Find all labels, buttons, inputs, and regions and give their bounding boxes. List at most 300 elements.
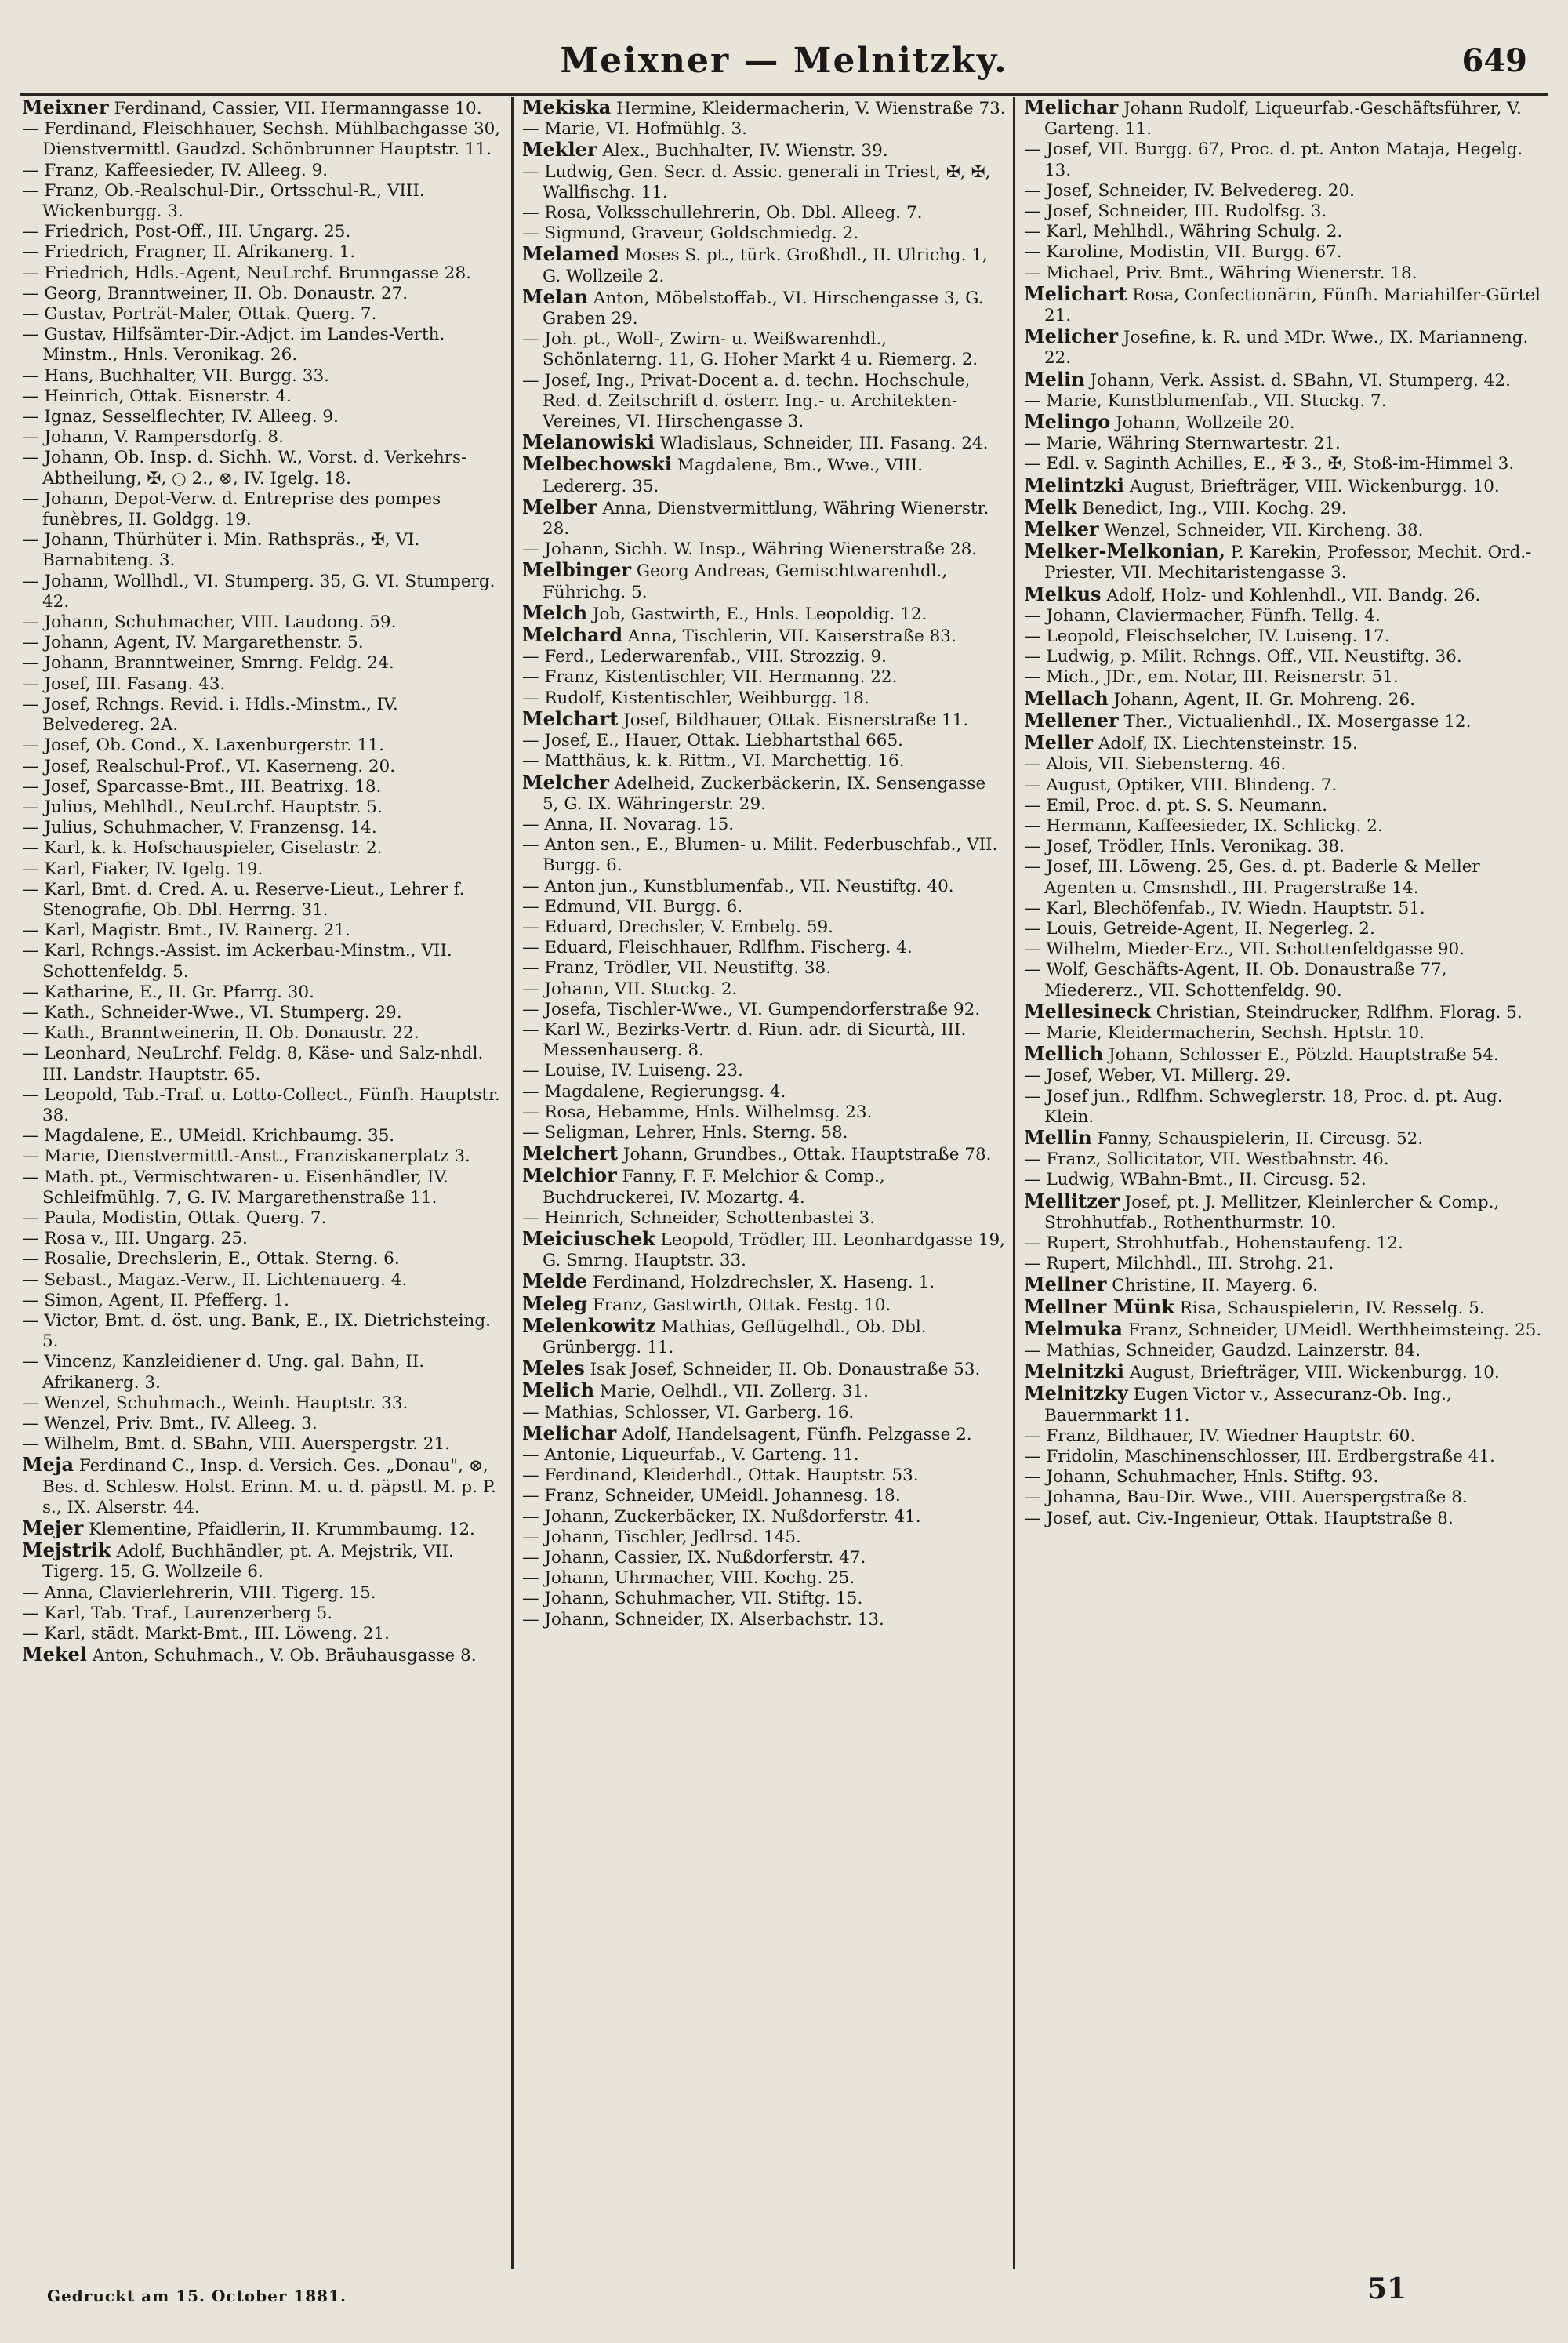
entry-details: — Eduard, Drechsler, V. Embelg. 59. <box>522 917 834 937</box>
entry-details: — Karl, Magistr. Bmt., IV. Rainerg. 21. <box>22 921 350 941</box>
page-title: Meixner — Melnitzky. <box>560 41 1008 81</box>
directory-entry <box>22 1146 505 1167</box>
entry-surname: Meleg <box>522 1291 588 1315</box>
directory-entry <box>1024 181 1544 202</box>
directory-entry <box>522 731 1007 751</box>
directory-entry <box>522 1082 1007 1102</box>
directory-entry <box>22 653 505 674</box>
directory-entry <box>1024 1254 1544 1274</box>
entry-details: — Eduard, Fleischhauer, Rdlfhm. Fischerg. 4. <box>522 938 913 958</box>
entry-details: Adolf, IX. Liechtensteinstr. 15. <box>1092 734 1358 754</box>
directory-entry <box>22 1540 505 1582</box>
directory-entry <box>522 938 1007 958</box>
entry-surname: Melnitzky <box>1024 1382 1128 1405</box>
entry-details: — Franz, Ob.-Realschul-Dir., Ortsschul-R., VIII. Wickenburgg. 3. <box>22 180 425 222</box>
entry-details: — Fridolin, Maschinenschlosser, III. Erdbergstraße 41. <box>1024 1447 1495 1466</box>
entry-surname: Mellesineck <box>1024 999 1151 1023</box>
entry-details: — Rosa v., III. Ungarg. 25. <box>22 1229 248 1249</box>
entry-details: — Julius, Mehlhdl., NeuLrchf. Hauptstr. 5. <box>22 797 383 817</box>
entry-details: — Magdalene, E., UMeidl. Krichbaumg. 35. <box>22 1126 395 1146</box>
directory-entry <box>1024 1488 1544 1508</box>
directory-entry <box>22 119 505 160</box>
directory-entry <box>522 539 1007 560</box>
directory-entry <box>1024 1191 1544 1233</box>
entry-details: Anna, Dienstvermittlung, Währing Wienerstr. 28. <box>543 498 989 539</box>
entry-details: — Marie, VI. Hofmühlg. 3. <box>522 119 747 140</box>
entry-details: — Johann, Claviermacher, Fünfh. Tellg. 4. <box>1024 605 1381 626</box>
directory-entry <box>22 941 505 982</box>
entry-details: Anna, Tischlerin, VII. Kaiserstraße 83. <box>622 627 956 647</box>
column-3 <box>1024 97 1544 2269</box>
entry-details: — Rupert, Strohhutfab., Hohenstaufeng. 12. <box>1024 1233 1403 1253</box>
entry-surname: Melenkowitz <box>522 1313 656 1337</box>
directory-entry <box>522 371 1007 433</box>
entry-details: — Katharine, E., II. Gr. Pfarrg. 30. <box>22 982 314 1002</box>
entry-details: Mathias, Geflügelhdl., Ob. Dbl. Grünbergg. 11. <box>543 1317 927 1357</box>
entry-details: August, Briefträger, VIII. Wickenburgg. 10. <box>1123 1363 1500 1383</box>
directory-entry <box>522 751 1007 772</box>
entry-details: — Heinrich, Schneider, Schottenbastei 3. <box>522 1208 875 1228</box>
entry-details: August, Briefträger, VIII. Wickenburgg. 10. <box>1123 476 1500 496</box>
entry-details: — Josef, Schneider, III. Rudolfsg. 3. <box>1024 202 1327 222</box>
directory-entry <box>1024 939 1544 960</box>
directory-entry <box>522 1208 1007 1229</box>
entry-details: — Mathias, Schlosser, VI. Garberg. 16. <box>522 1402 855 1422</box>
entry-details: — Wilhelm, Mieder-Erz., VII. Schottenfeldgasse 90. <box>1024 939 1465 960</box>
entry-details: Moses S. pt., türk. Großhdl., II. Ulrichg. 1, G. Wollzeile 2. <box>543 245 988 286</box>
directory-entry <box>1024 627 1544 647</box>
directory-entry <box>522 1403 1007 1423</box>
directory-entry <box>1024 837 1544 857</box>
entry-surname: Melchior <box>522 1164 617 1187</box>
entry-surname: Mellich <box>1024 1042 1104 1066</box>
entry-surname: Mejer <box>22 1517 84 1540</box>
entry-details: — Josef, III. Fasang. 43. <box>22 674 226 694</box>
directory-entry <box>1024 688 1544 710</box>
directory-entry <box>22 1270 505 1291</box>
entry-details: — Josef, Rchngs. Revid. i. Hdls.-Minstm., IV. Belvedereg. 2A. <box>22 694 398 736</box>
directory-entry <box>22 97 505 119</box>
directory-entry <box>1024 960 1544 1001</box>
entry-details: — Rosa, Hebamme, Hnls. Wilhelmsg. 23. <box>522 1102 873 1122</box>
directory-entry <box>522 1165 1007 1208</box>
entry-details: — Marie, Kunstblumenfab., VII. Stuckg. 7. <box>1024 390 1387 411</box>
directory-entry <box>522 1000 1007 1020</box>
directory-entry <box>1024 326 1544 369</box>
entry-details: — Leopold, Fleischselcher, IV. Luiseng. 17. <box>1024 627 1390 647</box>
entry-details: Ferdinand, Cassier, VII. Hermanngasse 10. <box>108 99 482 118</box>
entry-details: — Anton jun., Kunstblumenfab., VII. Neustiftg. 40. <box>522 876 954 896</box>
entry-details: Franz, Gastwirth, Ottak. Festg. 10. <box>587 1295 891 1315</box>
directory-entry <box>1024 1383 1544 1426</box>
entry-surname: Mellitzer <box>1024 1189 1120 1212</box>
directory-entry <box>1024 1087 1544 1128</box>
directory-entry <box>522 709 1007 731</box>
entry-details: — Gustav, Porträt-Maler, Ottak. Querg. 7. <box>22 304 377 325</box>
directory-entry <box>522 329 1007 370</box>
entry-details: — Johann, Zuckerbäcker, IX. Nußdorferstr. 41. <box>522 1506 921 1527</box>
entry-details: — Karl, Bmt. d. Cred. A. u. Reserve-Lieut., Lehrer f. Stenografie, Ob. Dbl. Herrng. 31. <box>22 879 465 920</box>
entry-surname: Melde <box>522 1270 588 1293</box>
entry-details: — Victor, Bmt. d. öst. ung. Bank, E., IX. Dietrichsteing. 5. <box>22 1310 491 1352</box>
entry-details: — Ferdinand, Fleischhauer, Sechsh. Mühlbachgasse 30, Dienstvermittl. Gaudzd. Schönbrunner Hauptstr. 11. <box>22 119 501 160</box>
directory-entry <box>1024 1426 1544 1447</box>
directory-entry <box>522 625 1007 647</box>
entry-surname: Melker <box>1024 518 1099 541</box>
entry-details: Johann, Agent, II. Gr. Mohreng. 26. <box>1108 689 1415 710</box>
directory-entry <box>522 1527 1007 1548</box>
directory-entry <box>522 203 1007 223</box>
entry-details: — Josefa, Tischler-Wwe., VI. Gumpendorferstraße 92. <box>522 999 981 1019</box>
directory-entry <box>1024 1170 1544 1190</box>
directory-entry <box>1024 519 1544 541</box>
directory-entry <box>522 1226 1007 1271</box>
entry-details: — Leonhard, NeuLrchf. Feldg. 8, Käse- und Salz-nhdl. III. Landstr. Hauptstr. 65. <box>22 1044 484 1084</box>
entry-details: — Rupert, Milchhdl., III. Strohg. 21. <box>1024 1254 1334 1274</box>
entry-surname: Melbinger <box>522 558 631 582</box>
directory-entry <box>522 1548 1007 1568</box>
entry-details: — Vincenz, Kanzleidiener d. Ung. gal. Bahn, II. Afrikanerg. 3. <box>22 1352 425 1393</box>
entry-details: Josefine, k. R. und MDr. Wwe., IX. Marianneng. 22. <box>1044 328 1529 369</box>
directory-entry <box>522 877 1007 897</box>
entry-details: — Karl, Blechöfenfab., IV. Wiedn. Hauptstr. 51. <box>1024 898 1425 918</box>
directory-entry <box>522 1507 1007 1527</box>
entry-details: — Franz, Sollicitator, VII. Westbahnstr. 46. <box>1024 1150 1389 1170</box>
entry-surname: Mellener <box>1024 708 1119 732</box>
directory-entry <box>522 1423 1007 1445</box>
entry-details: Ferdinand C., Insp. d. Versich. Ges. „Donau", ⊗, Bes. d. Schlesw. Holst. Erinn. M. u. d. päpstl. M. p. P. s., IX. Alserstr. 44. <box>42 1456 496 1517</box>
directory-entry <box>522 958 1007 979</box>
directory-entry <box>1024 710 1544 732</box>
entry-surname: Melichart <box>1024 282 1127 305</box>
entry-details: — Mich., JDr., em. Notar, III. Reisnerstr. 51. <box>1024 667 1399 688</box>
entry-details: — Marie, Dienstvermittl.-Anst., Franziskanerplatz 3. <box>22 1146 470 1167</box>
directory-entry <box>1024 412 1544 434</box>
entry-details: Wenzel, Schneider, VII. Kircheng. 38. <box>1098 521 1424 541</box>
directory-entry <box>22 489 505 530</box>
entry-surname: Melin <box>1024 367 1085 390</box>
directory-entry <box>522 815 1007 835</box>
entry-details: — Josef, Weber, VI. Millerg. 29. <box>1024 1066 1291 1086</box>
directory-entry <box>22 859 505 880</box>
entry-details: — Karl W., Bezirks-Vertr. d. Riun. adr. di Sicurtà, III. Messenhauserg. 8. <box>522 1019 967 1061</box>
directory-entry <box>522 603 1007 625</box>
directory-entry <box>22 921 505 941</box>
directory-entry <box>1024 796 1544 816</box>
directory-entry <box>22 448 505 489</box>
entry-surname: Mekel <box>22 1643 87 1666</box>
directory-entry <box>1024 1125 1544 1150</box>
directory-entry <box>22 1434 505 1455</box>
entry-details: — Antonie, Liqueurfab., V. Garteng. 11. <box>522 1445 859 1465</box>
entry-surname: Melbechowski <box>522 452 672 476</box>
entry-surname: Melicher <box>1024 325 1119 348</box>
entry-details: — Wenzel, Priv. Bmt., IV. Alleeg. 3. <box>22 1414 318 1433</box>
entry-details: Franz, Schneider, UMeidl. Werthheimsteing. 25. <box>1122 1320 1542 1340</box>
entry-details: Fanny, Schauspielerin, II. Circusg. 52. <box>1091 1128 1424 1149</box>
entry-details: — Paula, Modistin, Ottak. Querg. 7. <box>22 1208 327 1228</box>
entry-details: Christian, Steindrucker, Rdlfhm. Florag. 5. <box>1150 1002 1523 1023</box>
column-2 <box>522 97 1007 2269</box>
directory-entry <box>22 1249 505 1270</box>
directory-entry <box>22 1023 505 1044</box>
entry-details: Adolf, Handelsagent, Fünfh. Pelzgasse 2. <box>616 1424 972 1444</box>
entry-details: — Josef, E., Hauer, Ottak. Liebhartsthal 665. <box>522 731 903 751</box>
directory-entry <box>1024 497 1544 519</box>
entry-details: — Johann, Branntweiner, Smrng. Feldg. 24. <box>22 653 394 674</box>
directory-entry <box>522 1271 1007 1293</box>
entry-details: — Karl, Rchngs.-Assist. im Ackerbau-Minstm., VII. Schottenfeldg. 5. <box>22 941 452 982</box>
entry-surname: Meles <box>522 1357 585 1380</box>
directory-entry <box>1024 1044 1544 1066</box>
directory-entry <box>522 1020 1007 1061</box>
directory-entry <box>22 612 505 633</box>
entry-details: — Wilhelm, Bmt. d. SBahn, VIII. Auerspergstr. 21. <box>22 1434 451 1455</box>
entry-details: Magdalene, Bm., Wwe., VIII. Ledererg. 35. <box>543 456 924 496</box>
column-1 <box>22 97 505 2269</box>
entry-details: — Ludwig, Gen. Secr. d. Assic. generali in Triest, ✠, ✠, Wallfischg. 11. <box>522 162 991 202</box>
entry-details: Benedict, Ing., VIII. Kochg. 29. <box>1076 498 1347 518</box>
directory-entry <box>1024 776 1544 796</box>
entry-details: — Johann, Depot-Verw. d. Entreprise des pompes funèbres, II. Goldgg. 19. <box>22 489 441 530</box>
directory-entry <box>22 366 505 387</box>
entry-details: Leopold, Trödler, III. Leonhardgasse 19, G. Smrng. Hauptstr. 33. <box>543 1230 1005 1271</box>
entry-details: — Ludwig, WBahn-Bmt., II. Circusg. 52. <box>1024 1170 1367 1190</box>
entry-surname: Melcher <box>522 770 609 794</box>
directory-entry <box>522 835 1007 876</box>
entry-surname: Melchard <box>522 623 622 647</box>
entry-details: — Kath., Branntweinerin, II. Ob. Donaustr. 22. <box>22 1023 419 1044</box>
directory-entry <box>522 688 1007 709</box>
directory-entry <box>1024 647 1544 667</box>
directory-entry <box>22 757 505 777</box>
directory-entry <box>22 387 505 407</box>
entry-details: — Johann, Thürhüter i. Min. Rathspräs., ✠, VI. Barnabiteng. 3. <box>22 530 420 571</box>
entry-surname: Melich <box>522 1379 595 1402</box>
entry-details: Ferdinand, Holzdrechsler, X. Haseng. 1. <box>587 1273 935 1293</box>
directory-entry <box>22 263 505 284</box>
print-imprint: Gedruckt am 15. October 1881. <box>47 2287 347 2305</box>
entry-details: — Mathias, Schneider, Gaudzd. Lainzerstr. 84. <box>1024 1340 1421 1360</box>
entry-details: — Johann, Tischler, Jedlrsd. 145. <box>522 1527 801 1547</box>
directory-entry <box>522 497 1007 539</box>
entry-details: — Josef, aut. Civ.-Ingenieur, Ottak. Hauptstraße 8. <box>1024 1508 1454 1528</box>
entry-details: — Georg, Branntweiner, II. Ob. Donaustr. 27. <box>22 283 408 303</box>
directory-entry <box>522 917 1007 938</box>
signature-mark: 51 <box>1367 2272 1407 2305</box>
entry-details: Ther., Victualienhdl., IX. Mosergasse 12. <box>1118 711 1472 732</box>
entry-details: — Josef, Trödler, Hnls. Veronikag. 38. <box>1024 837 1345 857</box>
directory-entry <box>522 1123 1007 1143</box>
directory-entry <box>22 633 505 653</box>
entry-details: Adelheid, Zuckerbäckerin, IX. Sensengasse 5, G. IX. Währingerstr. 29. <box>543 773 986 814</box>
directory-entry <box>522 1102 1007 1123</box>
directory-entry <box>1024 454 1544 474</box>
directory-entry <box>522 287 1007 329</box>
directory-entry <box>522 560 1007 602</box>
entry-details: — Anton sen., E., Blumen- u. Milit. Federbuschfab., VII. Burgg. 6. <box>522 835 998 876</box>
entry-surname: Melch <box>522 601 588 624</box>
entry-surname: Melamed <box>522 242 619 266</box>
directory-entry <box>1024 263 1544 284</box>
entry-details: Josef, Bildhauer, Ottak. Eisnerstraße 11. <box>618 710 969 730</box>
column-divider <box>511 97 514 2269</box>
entry-details: — Josef, Schneider, IV. Belvedereg. 20. <box>1024 180 1355 201</box>
directory-entry <box>1024 391 1544 412</box>
entry-surname: Melichar <box>522 1421 617 1444</box>
entry-details: — Karl, k. k. Hofschauspieler, Giselastr. 2. <box>22 838 383 859</box>
directory-entry <box>22 222 505 242</box>
entry-details: Klementine, Pfaidlerin, II. Krummbaumg. 12. <box>83 1520 475 1540</box>
directory-entry <box>22 1352 505 1393</box>
directory-entry <box>522 162 1007 203</box>
directory-entry <box>22 1085 505 1126</box>
entry-details: Job, Gastwirth, E., Hnls. Leopoldig. 12. <box>587 604 927 624</box>
directory-entry <box>522 1358 1007 1380</box>
entry-surname: Melchert <box>522 1142 619 1165</box>
entry-details: — Heinrich, Ottak. Eisnerstr. 4. <box>22 386 292 406</box>
entry-details: — Franz, Kaffeesieder, IV. Alleeg. 9. <box>22 160 328 180</box>
entry-details: — Magdalene, Regierungsg. 4. <box>522 1081 786 1102</box>
directory-entry <box>1024 1297 1544 1319</box>
directory-entry <box>22 838 505 859</box>
entry-details: — Franz, Kistentischler, VII. Hermanng. 22. <box>522 667 898 688</box>
directory-entry <box>1024 1447 1544 1467</box>
entry-details: Johann, Grundbes., Ottak. Hauptstraße 78. <box>618 1145 992 1165</box>
directory-entry <box>22 674 505 695</box>
directory-entry <box>1024 242 1544 263</box>
directory-entry <box>1024 284 1544 326</box>
entry-surname: Mekiska <box>522 97 612 118</box>
header-rule <box>20 93 1548 96</box>
directory-entry <box>22 1393 505 1414</box>
directory-entry <box>1024 899 1544 919</box>
entry-details: — Johann, Schuhmacher, VII. Stiftg. 15. <box>522 1589 863 1609</box>
directory-entry <box>522 454 1007 496</box>
directory-entry <box>522 1061 1007 1081</box>
directory-entry <box>1024 1319 1544 1341</box>
entry-details: — Edl. v. Saginth Achilles, E., ✠ 3., ✠, Stoß-im-Himmel 3. <box>1024 454 1515 474</box>
entry-details: — Karl, städt. Markt-Bmt., III. Löweng. 21. <box>22 1624 390 1644</box>
directory-entry <box>22 1208 505 1229</box>
entry-surname: Meiciuschek <box>522 1226 655 1250</box>
directory-entry <box>22 1518 505 1540</box>
entry-details: — Johann, Agent, IV. Margarethenstr. 5. <box>22 633 364 653</box>
entry-details: Fanny, F. F. Melchior & Comp., Buchdruckerei, IV. Mozartg. 4. <box>543 1167 885 1208</box>
entry-details: Hermine, Kleidermacherin, V. Wienstraße 73. <box>611 99 1006 118</box>
entry-details: — Louise, IV. Luiseng. 23. <box>522 1061 743 1081</box>
entry-details: — Johann, V. Rampersdorfg. 8. <box>22 427 284 448</box>
entry-details: — Math. pt., Vermischtwaren- u. Eisenhändler, IV. Schleifmühlg. 7, G. IV. Margarethenstraße 11. <box>22 1167 449 1208</box>
directory-entry <box>22 797 505 818</box>
entry-surname: Mellach <box>1024 686 1109 710</box>
entry-details: — Marie, Kleidermacherin, Sechsh. Hptstr. 10. <box>1024 1023 1425 1043</box>
directory-entry <box>22 1414 505 1434</box>
directory-entry <box>22 1003 505 1023</box>
entry-surname: Melan <box>522 285 588 308</box>
entry-details: — Edmund, VII. Burgg. 6. <box>522 896 743 917</box>
entry-details: — Anna, II. Novarag. 15. <box>522 814 735 834</box>
entry-details: Eugen Victor v., Assecuranz-Ob. Ing., Bauernmarkt 11. <box>1044 1385 1452 1426</box>
entry-details: — Louis, Getreide-Agent, II. Negerleg. 2. <box>1024 918 1375 939</box>
directory-entry <box>22 161 505 181</box>
directory-entry <box>22 1624 505 1644</box>
entry-details: — Johanna, Bau-Dir. Wwe., VIII. Auerspergstraße 8. <box>1024 1488 1468 1508</box>
entry-details: Risa, Schauspielerin, IV. Resselg. 5. <box>1174 1298 1485 1318</box>
directory-entry <box>522 667 1007 688</box>
entry-details: — Johann, Schneider, IX. Alserbachstr. 13. <box>522 1609 884 1629</box>
entry-details: — Josef, Ob. Cond., X. Laxenburgerstr. 11. <box>22 736 384 756</box>
directory-entry <box>1024 1233 1544 1254</box>
entry-surname: Meja <box>22 1453 74 1477</box>
directory-entry <box>22 695 505 736</box>
directory-entry <box>522 140 1007 162</box>
directory-entry <box>522 432 1007 454</box>
entry-details: — Joh. pt., Woll-, Zwirn- u. Weißwarenhdl., Schönlaterng. 11, G. Hoher Markt 4 u. Riemerg. 2. <box>522 329 978 370</box>
entry-details: Christine, II. Mayerg. 6. <box>1106 1276 1319 1296</box>
directory-entry <box>22 181 505 222</box>
entry-details: — Josef, VII. Burgg. 67, Proc. d. pt. Anton Mataja, Hegelg. 13. <box>1024 140 1523 180</box>
entry-details: Marie, Oelhdl., VII. Zollerg. 31. <box>594 1382 869 1402</box>
page-number: 649 <box>1461 42 1527 79</box>
entry-surname: Meixner <box>22 97 109 118</box>
directory-entry <box>522 647 1007 667</box>
entry-details: — Karl, Tab. Traf., Laurenzerberg 5. <box>22 1603 333 1623</box>
entry-details: — Johann, Sichh. W. Insp., Währing Wienerstraße 28. <box>522 539 978 560</box>
directory-entry <box>22 1229 505 1249</box>
entry-details: P. Karekin, Professor, Mechit. Ord.-Priester, VII. Mechitaristengasse 3. <box>1044 543 1532 583</box>
directory-entry <box>22 1644 505 1666</box>
directory-entry <box>1024 1274 1544 1296</box>
directory-entry <box>522 1610 1007 1630</box>
directory-entry <box>22 1126 505 1146</box>
entry-details: — Karoline, Modistin, VII. Burgg. 67. <box>1024 242 1342 263</box>
entry-surname: Meller <box>1024 731 1093 754</box>
entry-details: — Johann, Wollhdl., VI. Stumperg. 35, G. VI. Stumperg. 42. <box>22 571 495 612</box>
entry-details: Alex., Buchhalter, IV. Wienstr. 39. <box>597 141 888 162</box>
directory-entry <box>1024 97 1544 140</box>
entry-surname: Melanowiski <box>522 430 655 454</box>
entry-surname: Mellner <box>1024 1273 1107 1296</box>
directory-entry <box>22 777 505 797</box>
entry-details: — Johann, Cassier, IX. Nußdorferstr. 47. <box>522 1548 866 1568</box>
entry-details: — Rosa, Volksschullehrerin, Ob. Dbl. Alleeg. 7. <box>522 203 923 223</box>
entry-details: — Josef, III. Löweng. 25, Ges. d. pt. Baderle & Meller Agenten u. Cmsnshdl., III. Pragerstraße 14. <box>1024 857 1480 898</box>
entry-details: Anton, Möbelstoffab., VI. Hirschengasse 3, G. Graben 29. <box>543 288 984 329</box>
entry-details: Isak Josef, Schneider, II. Ob. Donaustraße 53. <box>584 1360 981 1380</box>
entry-details: — Kath., Schneider-Wwe., VI. Stumperg. 29. <box>22 1002 402 1023</box>
entry-details: — Simon, Agent, II. Pfefferg. 1. <box>22 1290 289 1310</box>
directory-entry <box>22 1455 505 1518</box>
directory-entry <box>1024 919 1544 939</box>
directory-entry <box>22 1604 505 1624</box>
directory-entry <box>22 530 505 571</box>
directory-entry <box>522 1313 1007 1358</box>
entry-details: — Emil, Proc. d. pt. S. S. Neumann. <box>1024 795 1328 816</box>
entry-details: — Sebast., Magaz.-Verw., II. Lichtenauerg. 4. <box>22 1270 408 1290</box>
entry-details: — Franz, Schneider, UMeidl. Johannesg. 18. <box>522 1486 901 1506</box>
directory-entry <box>1024 541 1544 583</box>
directory-entry <box>522 1143 1007 1165</box>
entry-surname: Melker-Melkonian, <box>1024 539 1225 563</box>
entry-details: — Wenzel, Schuhmach., Weinh. Hauptstr. 33. <box>22 1393 408 1413</box>
directory-entry <box>1024 1023 1544 1044</box>
entry-details: — Karl, Mehlhdl., Währing Schulg. 2. <box>1024 222 1343 242</box>
entry-details: — Hans, Buchhalter, VII. Burgg. 33. <box>22 365 329 386</box>
entry-details: — Friedrich, Hdls.-Agent, NeuLrchf. Brunngasse 28. <box>22 263 471 283</box>
entry-details: — Josef, Realschul-Prof., VI. Kaserneng. 20. <box>22 756 396 776</box>
entry-details: Johann Rudolf, Liqueurfab.-Geschäftsführer, V. Garteng. 11. <box>1044 99 1522 140</box>
